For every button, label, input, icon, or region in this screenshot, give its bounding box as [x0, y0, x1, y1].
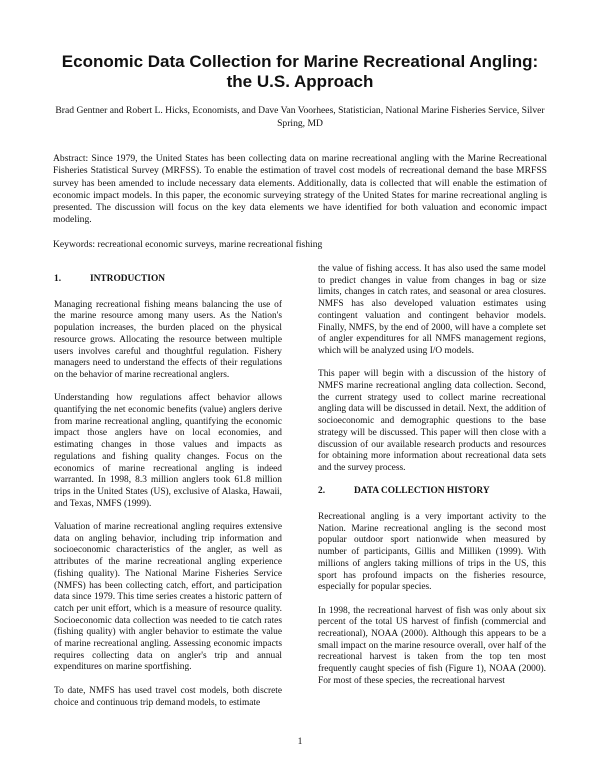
keywords: Keywords: recreational economic surveys, marine recreational fishing: [53, 239, 323, 250]
section-title: INTRODUCTION: [90, 274, 166, 284]
intro-paragraph: Valuation of marine recreational angling requires extensive data on angling behavior, including trip information and socioeconomic characteristics of the angler, as well as attributes of the marine recreational angling experience (fishing quality). The National Marine Fisheries Service (NMFS) has been collecting catch, effort, and participation data since 1979. This time series creates a historic pattern of catch per unit effort, which is a measure of resource quality. Socioeconomic data collection was needed to tie catch rates (fishing quality) with angler behavior to estimate the value of marine recreational angling. Assessing economic impacts requires collecting data on angler's trip and annual expenditures on marine sportfishing.: [54, 522, 282, 673]
left-column: [54, 274, 282, 721]
intro-paragraph: the value of fishing access. It has also used the same model to predict changes in value from changes in bag or size limits, changes in catch rates, and seasonal or area closures. NMFS has also developed valuation estimates using contingent valuation and contingent behavior models. Finally, NMFS, by the end of 2000, will have a complete set of angler expenditures for all NMFS management regions, which will be analyzed using I/O models.: [318, 264, 546, 356]
intro-paragraph: Managing recreational fishing means balancing the use of the marine resource among many users. As the Nation's population increases, the burden placed on the physical resource grows. Allocating the resource between multiple users involves careful and thoughtful regulation. Fishery managers need to understand the effects of their regulations on the behavior of marine recreational anglers.: [54, 299, 282, 380]
history-paragraph: In 1998, the recreational harvest of fish was only about six percent of the total US harvest of finfish (commercial and recreational), NOAA (2000). Although this appears to be a small impact on the marine resource overall, over half of the recreational harvest is taken from the top ten most frequently caught species of fish (Figure 1), NOAA (2000). For most of these species, the recreational harvest: [318, 605, 546, 686]
section-title: DATA COLLECTION HISTORY: [354, 486, 490, 497]
paper-title: [60, 52, 540, 92]
intro-paragraph: Understanding how regulations affect behavior allows quantifying the net economic benefits (value) anglers derive from marine recreational angling, quantifying the economic impact those anglers have on local economies, and estimating changes in those values and impacts as regulations and fishing quality changes. Focus on the economics of marine recreational angling is indeed warranted. In 1998, 8.3 million anglers took 61.8 million trips in the United States (US), exclusive of Alaska, Hawaii, and Texas, NMFS (1999).: [54, 393, 282, 509]
abstract: Abstract: Since 1979, the United States has been collecting data on marine recreational angling with the Marine Recreational Fisheries Statistical Survey (MRFSS). To enable the estimation of travel cost models of recreational demand the base MRFSS survey has been amended to include necessary data elements. Additionally, data is collected that will enable the estimation of economic impact models. In this paper, the economic surveying strategy of the United States for marine recreational angling is presented. The discussion will focus on the key data elements we have identified for both valuation and economic impact modeling.: [53, 153, 547, 226]
intro-paragraph: This paper will begin with a discussion of the history of NMFS marine recreational angling data collection. Second, the current strategy used to collect marine recreational angling data will be discussed in detail. Next, the addition of socioeconomic and demographic questions to the base strategy will be discussed. This paper will then close with a discussion of our available research products and resources for obtaining more information about recreational data sets and the survey process.: [318, 369, 546, 473]
title-line-1: Economic Data Collection for Marine Recreational Angling:: [61, 52, 539, 71]
section-number: 2.: [318, 486, 326, 497]
right-column: [318, 264, 546, 699]
section-number: 1.: [54, 274, 62, 284]
author-list: Brad Gentner and Robert L. Hicks, Economists, and Dave Van Voorhees, Statistician, National Marine Fisheries Service, Silver Spring, MD: [55, 105, 545, 129]
title-line-2: the U.S. Approach: [226, 72, 374, 91]
intro-paragraph: To date, NMFS has used travel cost models, both discrete choice and continuous trip demand models, to estimate: [54, 685, 282, 708]
section-heading-introduction: [54, 274, 282, 286]
page-number: 1: [297, 736, 303, 747]
section-heading-data-collection-history: [318, 486, 546, 498]
history-paragraph: Recreational angling is a very important activity to the Nation. Marine recreational angling is the second most popular outdoor sport nationwide when measured by number of participants, Gillis and Milliken (1999). With millions of anglers taking millions of trips in the US, this sport has profound impacts on the fisheries resource, especially for popular species.: [318, 512, 546, 593]
